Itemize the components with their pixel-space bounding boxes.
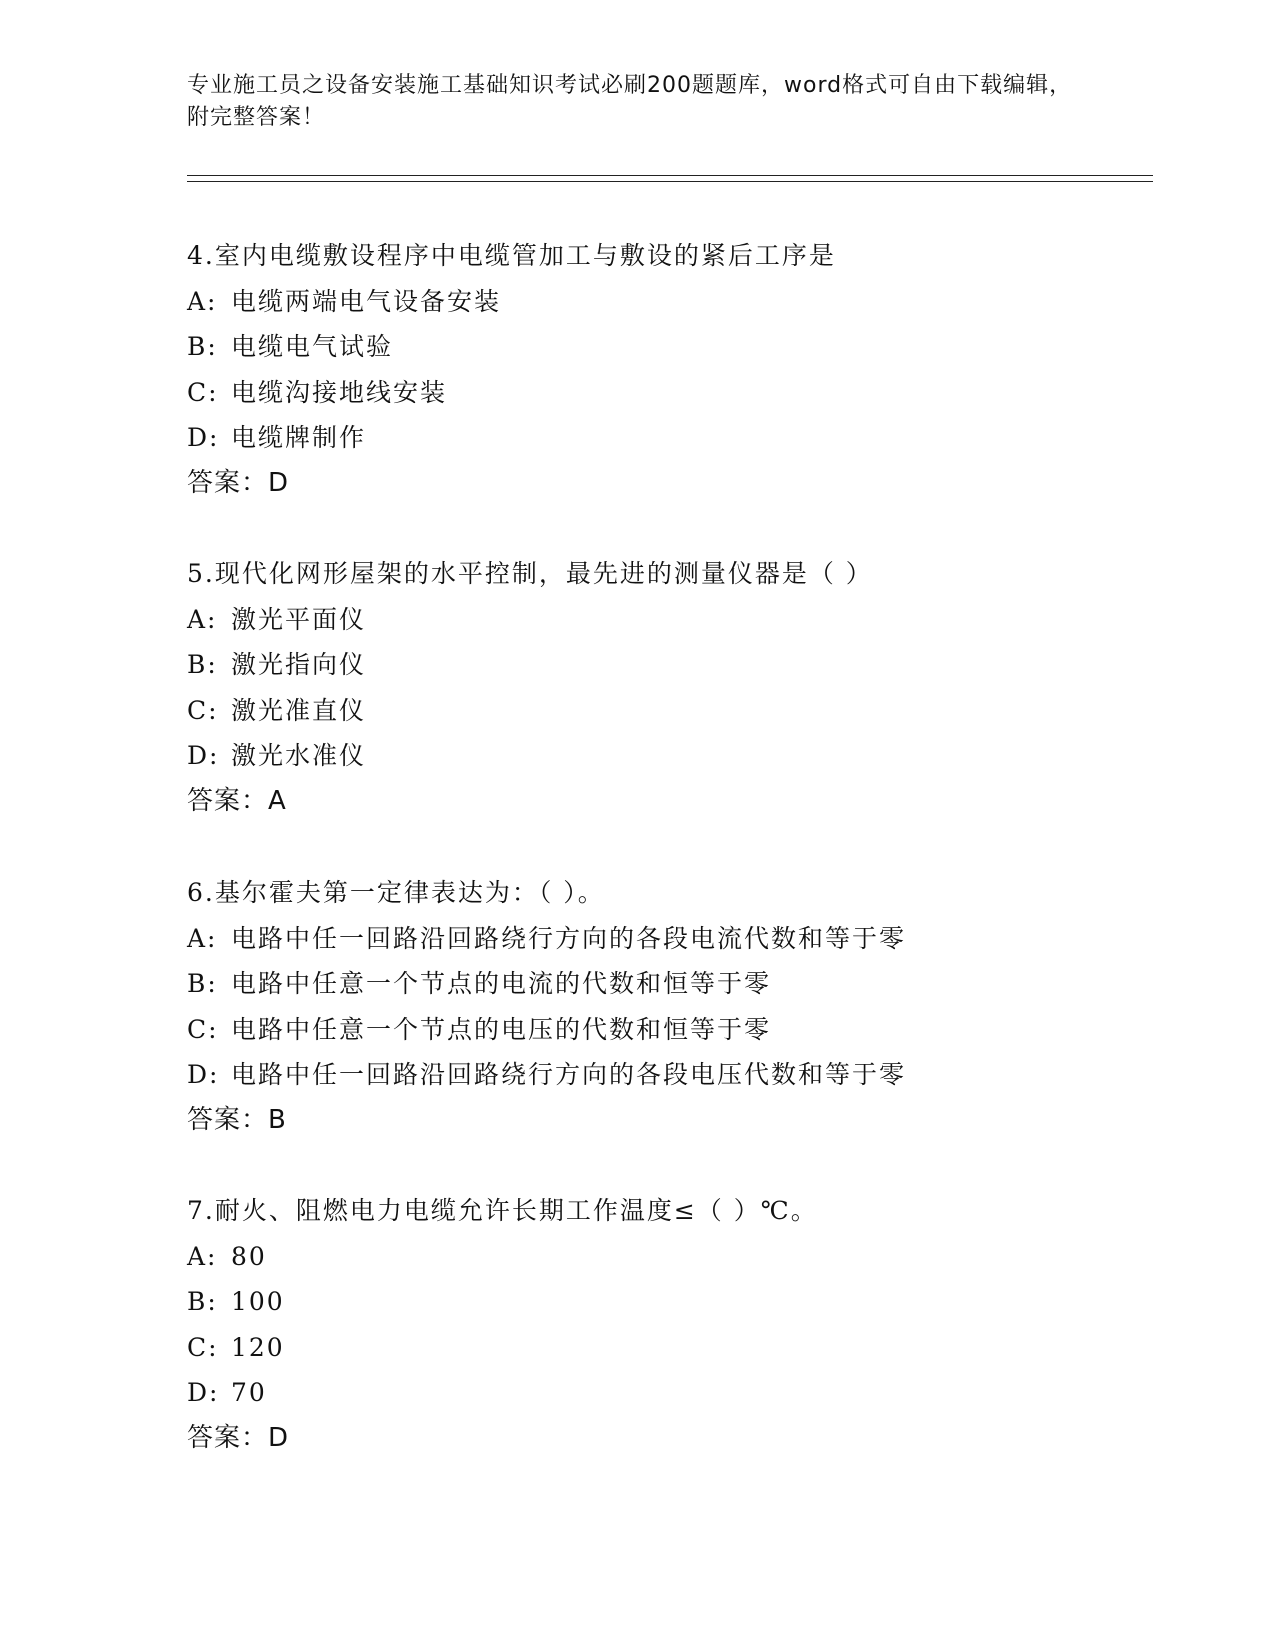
answer-value: A (268, 785, 287, 816)
question-6 (187, 870, 1187, 1143)
question-7 (187, 1188, 1187, 1461)
option-label: A: (187, 604, 218, 634)
answer-value: D (268, 467, 290, 498)
answer-prefix: 答案： (187, 1104, 269, 1135)
option-text: 电缆牌制作 (231, 423, 367, 452)
option-label: A: (187, 286, 218, 316)
option-label: B: (187, 332, 218, 361)
option-label: A: (187, 1241, 218, 1271)
answer-line (187, 461, 1187, 507)
question-stem: 6.基尔霍夫第一定律表达为：（ ）。 (187, 878, 605, 907)
option-c (187, 1007, 1187, 1053)
option-label: C: (187, 1332, 219, 1362)
option-label: D: (187, 1060, 220, 1089)
question-4 (187, 233, 1187, 506)
header-divider-bottom (187, 181, 1153, 182)
answer-line (187, 1098, 1187, 1144)
option-text: 电缆电气试验 (231, 332, 394, 361)
option-label: B: (187, 650, 218, 679)
document-header: 专业施工员之设备安装施工基础知识考试必刷200题题库，word格式可自由下载编辑，附完整答案！ (187, 73, 1073, 130)
option-c (187, 370, 1187, 416)
option-label: B: (187, 1287, 218, 1316)
question-5 (187, 551, 1187, 824)
option-b (187, 961, 1187, 1007)
option-text: 120 (231, 1332, 285, 1362)
option-c (187, 1325, 1187, 1371)
option-label: D: (187, 741, 220, 770)
question-stem: 5.现代化网形屋架的水平控制，最先进的测量仪器是（ ） (187, 559, 873, 588)
option-d (187, 415, 1187, 461)
answer-value: D (268, 1422, 290, 1453)
option-text: 电路中任意一个节点的电流的代数和恒等于零 (231, 969, 772, 998)
option-d (187, 1370, 1187, 1416)
option-label: C: (187, 377, 219, 407)
option-c (187, 688, 1187, 734)
option-label: C: (187, 695, 219, 725)
option-text: 电路中任一回路沿回路绕行方向的各段电压代数和等于零 (231, 1060, 907, 1089)
answer-prefix: 答案： (187, 467, 269, 498)
option-text: 70 (231, 1378, 267, 1407)
option-text: 激光准直仪 (231, 695, 367, 725)
header-divider-top (187, 175, 1153, 176)
option-text: 电路中任意一个节点的电压的代数和恒等于零 (231, 1014, 772, 1044)
answer-line (187, 1416, 1187, 1462)
option-text: 激光水准仪 (231, 741, 367, 770)
option-text: 电路中任一回路沿回路绕行方向的各段电流代数和等于零 (231, 923, 907, 953)
option-text: 激光平面仪 (231, 604, 367, 634)
option-text: 激光指向仪 (231, 650, 367, 679)
option-text: 100 (231, 1287, 285, 1316)
answer-prefix: 答案： (187, 785, 269, 816)
option-label: B: (187, 969, 218, 998)
option-d (187, 1052, 1187, 1098)
option-label: A: (187, 923, 218, 953)
option-a (187, 597, 1187, 643)
option-label: D: (187, 423, 220, 452)
option-d (187, 733, 1187, 779)
option-text: 电缆两端电气设备安装 (231, 286, 502, 316)
option-text: 电缆沟接地线安装 (231, 377, 448, 407)
option-label: C: (187, 1014, 219, 1044)
answer-value: B (268, 1104, 287, 1135)
option-b (187, 324, 1187, 370)
question-stem: 7.耐火、阻燃电力电缆允许长期工作温度≤（ ）℃。 (187, 1196, 818, 1225)
option-a (187, 279, 1187, 325)
question-stem: 4.室内电缆敷设程序中电缆管加工与敷设的紧后工序是 (187, 241, 836, 270)
option-b (187, 1279, 1187, 1325)
answer-prefix: 答案： (187, 1422, 269, 1453)
option-a (187, 1234, 1187, 1280)
option-b (187, 642, 1187, 688)
option-label: D: (187, 1378, 220, 1407)
option-text: 80 (231, 1241, 267, 1271)
answer-line (187, 779, 1187, 825)
option-a (187, 916, 1187, 962)
